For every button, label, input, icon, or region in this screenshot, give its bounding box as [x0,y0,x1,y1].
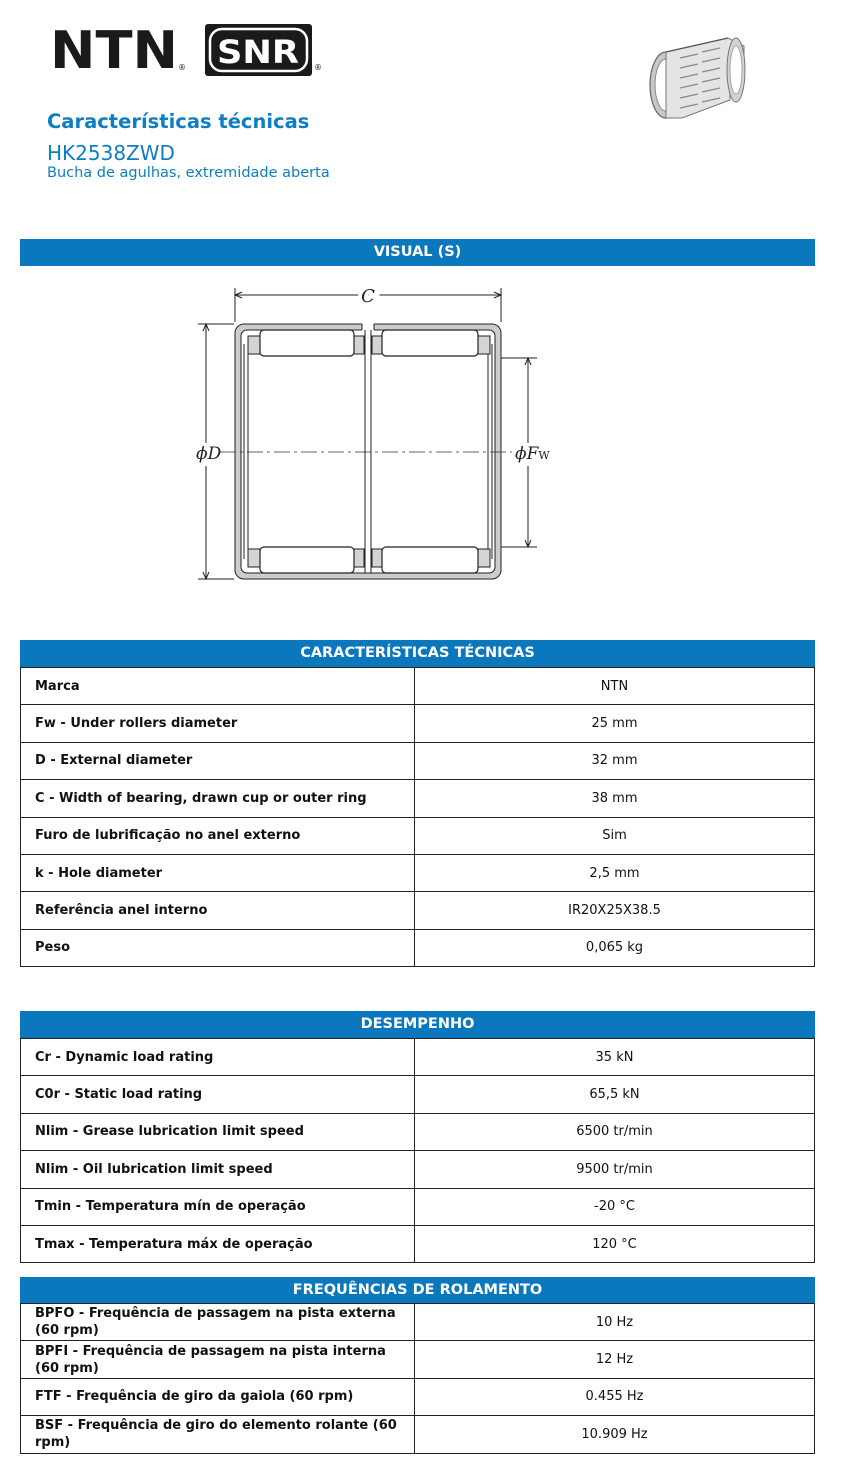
dimension-label-d: ϕD [196,444,222,464]
table-row [21,1341,815,1378]
table-row [21,1113,815,1150]
row-label: C0r - Static load rating [21,1076,415,1113]
table-row [21,742,815,779]
frequencies-table [20,1303,815,1454]
table-row [21,705,815,742]
table-row [21,1225,815,1262]
specs-section-heading: CARACTERÍSTICAS TÉCNICAS [20,640,815,667]
logo-snr-text: SNR [217,33,299,71]
table-row [21,854,815,891]
row-label: Furo de lubrificação no anel externo [21,817,415,854]
row-label: Tmin - Temperatura mín de operação [21,1188,415,1225]
table-row [21,1378,815,1415]
frequencies-section-heading: FREQUÊNCIAS DE ROLAMENTO [20,1277,815,1303]
row-label: Nlim - Oil lubrication limit speed [21,1151,415,1188]
performance-table [20,1038,815,1263]
row-value: 0,065 kg [415,929,815,966]
row-value: 120 °C [415,1225,815,1262]
row-label: Fw - Under rollers diameter [21,705,415,742]
row-label: D - External diameter [21,742,415,779]
row-value: IR20X25X38.5 [415,892,815,929]
page-title: Características técnicas [47,110,310,133]
registered-mark: ® [314,63,322,72]
row-label: BPFO - Frequência de passagem na pista externa (60 rpm) [21,1304,415,1341]
table-row [21,1188,815,1225]
bearing-technical-drawing [190,280,560,590]
table-row [21,668,815,705]
row-value: -20 °C [415,1188,815,1225]
logo-ntn-text: NTN [50,22,178,78]
row-label: Referência anel interno [21,892,415,929]
dimension-label-c: C [361,286,375,307]
row-label: C - Width of bearing, drawn cup or outer ring [21,780,415,817]
row-value: 12 Hz [415,1341,815,1378]
table-row [21,1151,815,1188]
row-value: NTN [415,668,815,705]
row-label: k - Hole diameter [21,854,415,891]
row-label: Tmax - Temperatura máx de operação [21,1225,415,1262]
row-value: 9500 tr/min [415,1151,815,1188]
row-value: 6500 tr/min [415,1113,815,1150]
dimension-label-fw: ϕFW [515,444,550,464]
table-row [21,1039,815,1076]
row-value: 0.455 Hz [415,1378,815,1415]
row-label: Peso [21,929,415,966]
specs-table [20,667,815,967]
table-row [21,817,815,854]
row-value: 10 Hz [415,1304,815,1341]
row-label: BPFI - Frequência de passagem na pista interna (60 rpm) [21,1341,415,1378]
table-row [21,1304,815,1341]
row-label: Cr - Dynamic load rating [21,1039,415,1076]
row-value: 25 mm [415,705,815,742]
needle-bearing-image [640,30,752,126]
product-subtitle: Bucha de agulhas, extremidade aberta [47,165,330,181]
row-value: 10.909 Hz [415,1416,815,1453]
row-value: Sim [415,817,815,854]
row-value: 38 mm [415,780,815,817]
row-value: 2,5 mm [415,854,815,891]
table-row [21,1076,815,1113]
row-label: FTF - Frequência de giro da gaiola (60 rpm) [21,1378,415,1415]
table-row [21,1416,815,1453]
table-row [21,929,815,966]
visual-section-heading: VISUAL (S) [20,239,815,266]
registered-mark: ® [178,63,186,72]
ntn-snr-logo [50,22,330,78]
row-label: Nlim - Grease lubrication limit speed [21,1113,415,1150]
row-value: 65,5 kN [415,1076,815,1113]
row-label: Marca [21,668,415,705]
product-model: HK2538ZWD [47,141,175,165]
performance-section-heading: DESEMPENHO [20,1011,815,1038]
table-row [21,780,815,817]
table-row [21,892,815,929]
row-value: 35 kN [415,1039,815,1076]
row-value: 32 mm [415,742,815,779]
row-label: BSF - Frequência de giro do elemento rolante (60 rpm) [21,1416,415,1453]
